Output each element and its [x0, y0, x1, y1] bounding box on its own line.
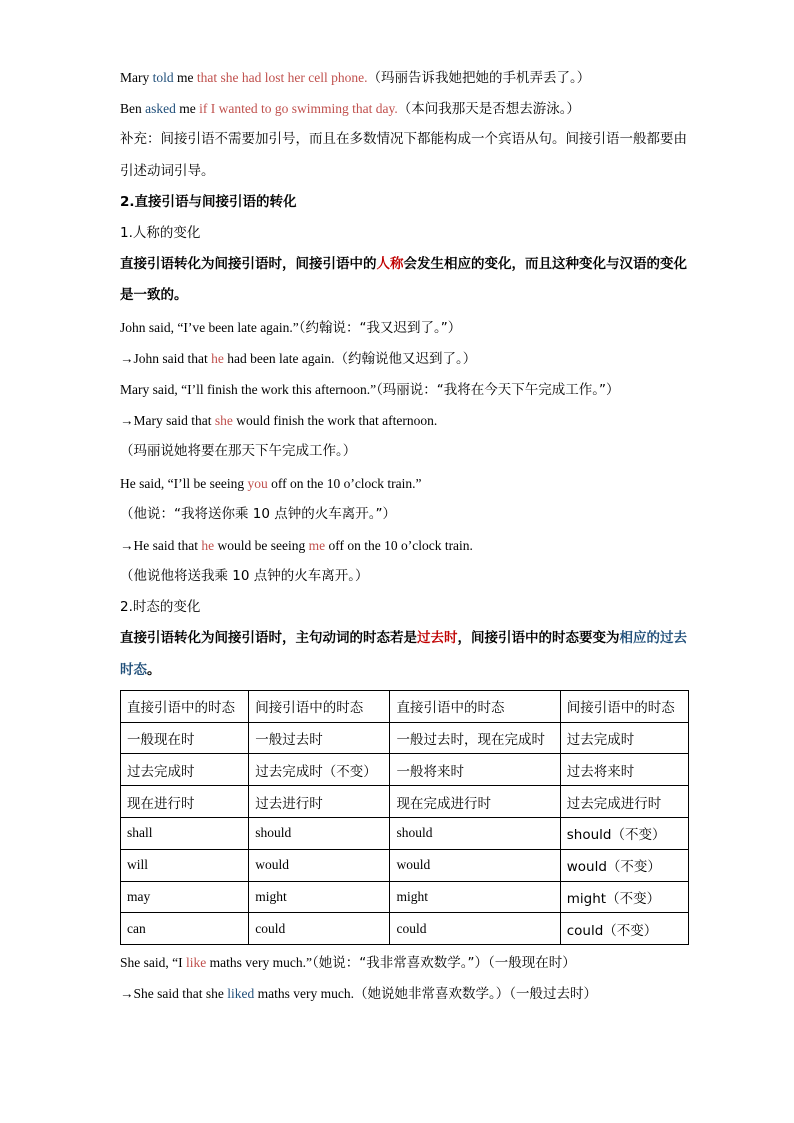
text-run: 。	[147, 661, 161, 678]
table-cell: 过去完成进行时	[560, 786, 688, 818]
table-header-cell: 直接引语中的时态	[121, 690, 249, 722]
table-row	[121, 818, 689, 850]
example-he-direct	[120, 468, 688, 499]
rule-tense-change	[120, 623, 688, 685]
table-header-cell: 直接引语中的时态	[390, 690, 560, 722]
example-mary-direct	[120, 374, 688, 405]
table-cell: 现在完成进行时	[390, 786, 560, 818]
text-run: →He said that	[120, 537, 202, 553]
text-run: off on the 10 o’clock train.”	[267, 475, 422, 491]
highlighted-pronoun: he	[201, 537, 215, 553]
table-cell: 过去完成时（不变）	[249, 754, 390, 786]
text-run: Ben	[120, 101, 146, 117]
example-he-indirect	[120, 530, 688, 561]
table-cell: should（不变）	[560, 818, 688, 850]
highlighted-verb: liked	[227, 986, 255, 1002]
table-cell: may	[121, 881, 249, 913]
text-run: →Mary said that	[120, 413, 215, 429]
translation: （约翰说：“我又迟到了。”）	[298, 319, 462, 336]
example-john-direct	[120, 312, 688, 343]
highlighted-verb: like	[185, 955, 207, 971]
table-cell: 过去将来时	[560, 754, 688, 786]
table-cell: could	[390, 913, 560, 945]
highlighted-pronoun: she	[214, 413, 233, 429]
highlighted-clause: that she had lost her cell phone.	[196, 70, 368, 85]
text-run: Mary said, “I’ll finish the work this afternoon.”	[120, 381, 377, 397]
text-run: me	[173, 70, 197, 85]
table-cell: would（不变）	[560, 849, 688, 881]
rule-person-change	[120, 249, 688, 311]
reporting-verb: told	[152, 70, 174, 85]
text-run: Mary	[120, 70, 153, 85]
table-cell: shall	[121, 818, 249, 850]
translation: （她说：“我非常喜欢数学。”）（一般现在时）	[311, 955, 576, 972]
highlighted-term: 人称	[376, 256, 404, 273]
table-row	[121, 786, 689, 818]
text-run: ，间接引语中的时态要变为	[457, 630, 620, 647]
highlighted-pronoun: me	[308, 537, 326, 553]
text-run: →John said that	[120, 350, 212, 366]
table-cell: might（不变）	[560, 881, 688, 913]
highlighted-term: 相应的过去时态	[120, 630, 687, 678]
table-cell: would	[249, 849, 390, 881]
table-cell: 一般过去时	[249, 722, 390, 754]
text-run: 直接引语转化为间接引语时，主句动词的时态若是	[120, 630, 417, 647]
text-run: John said, “I’ve been late again.”	[120, 319, 299, 335]
translation-line: （他说：“我将送你乘 10 点钟的火车离开。”）	[120, 505, 396, 522]
highlighted-pronoun: he	[211, 350, 224, 366]
example-she-indirect	[120, 978, 688, 1009]
table-cell: should	[390, 818, 560, 850]
text-run: off on the 10 o’clock train.	[325, 537, 473, 553]
table-cell: might	[249, 881, 390, 913]
translation-line: （他说他将送我乘 10 点钟的火车离开。）	[120, 568, 369, 585]
table-cell: will	[121, 849, 249, 881]
text-run: 会发生相应的变化，而且这种变化与汉语的变化是一致的。	[120, 256, 687, 304]
table-row	[121, 913, 689, 945]
text-run: He said, “I’ll be seeing	[120, 475, 248, 491]
highlighted-pronoun: you	[247, 475, 268, 491]
table-row	[121, 722, 689, 754]
text-run: maths very much.”	[206, 955, 312, 971]
text-run: would finish the work that afternoon.	[232, 413, 438, 429]
table-header-cell: 间接引语中的时态	[249, 690, 390, 722]
table-row	[121, 849, 689, 881]
table-header-row	[121, 690, 689, 722]
highlighted-clause: if I wanted to go swimming that day.	[199, 101, 398, 117]
text-run: →She said that she	[120, 986, 228, 1002]
text-run: me	[175, 101, 200, 117]
translation: （她说她非常喜欢数学。）（一般过去时）	[353, 986, 597, 1003]
reporting-verb: asked	[145, 101, 176, 117]
table-cell: 一般过去时，现在完成时	[390, 722, 560, 754]
table-cell: 一般现在时	[121, 722, 249, 754]
translation: （本问我那天是否想去游泳。）	[397, 101, 580, 118]
supplement-note: 补充：间接引语不需要加引号，而且在多数情况下都能构成一个宾语从句。间接引语一般都要由引述动词引导。	[120, 131, 687, 179]
table-cell: can	[121, 913, 249, 945]
text-run: 直接引语转化为间接引语时，间接引语中的	[120, 256, 377, 273]
translation-line: （玛丽说她将要在那天下午完成工作。）	[120, 443, 357, 460]
table-cell: 过去进行时	[249, 786, 390, 818]
table-cell: 现在进行时	[121, 786, 249, 818]
table-row	[121, 881, 689, 913]
table-cell: 过去完成时	[121, 754, 249, 786]
table-cell: could	[249, 913, 390, 945]
subsection-heading-tense: 2.时态的变化	[120, 599, 201, 616]
table-cell: might	[390, 881, 560, 913]
translation: （玛丽告诉我她把她的手机弄丢了。）	[367, 70, 591, 86]
example-john-indirect	[120, 343, 688, 374]
section-heading: 2.直接引语与间接引语的转化	[120, 193, 297, 210]
text-run: would be seeing	[214, 537, 309, 553]
table-cell: would	[390, 849, 560, 881]
table-cell: 过去完成时	[560, 722, 688, 754]
example-line-ben-asked	[120, 93, 688, 124]
table-header-cell: 间接引语中的时态	[560, 690, 688, 722]
table-cell: could（不变）	[560, 913, 688, 945]
example-mary-indirect	[120, 405, 688, 436]
translation: （玛丽说：“我将在今天下午完成工作。”）	[376, 381, 620, 398]
document-page	[120, 62, 688, 1010]
translation: （约翰说他又迟到了。）	[334, 350, 477, 367]
table-row	[121, 754, 689, 786]
text-run: maths very much.	[254, 986, 354, 1002]
highlighted-term: 过去时	[417, 630, 458, 647]
example-line-mary-told	[120, 62, 688, 93]
tense-change-table	[120, 690, 689, 945]
text-run: had been late again.	[223, 350, 335, 366]
table-cell: 一般将来时	[390, 754, 560, 786]
example-she-direct	[120, 947, 688, 978]
text-run: She said, “I	[120, 955, 186, 971]
subsection-heading-person: 1.人称的变化	[120, 224, 201, 241]
table-cell: should	[249, 818, 390, 850]
